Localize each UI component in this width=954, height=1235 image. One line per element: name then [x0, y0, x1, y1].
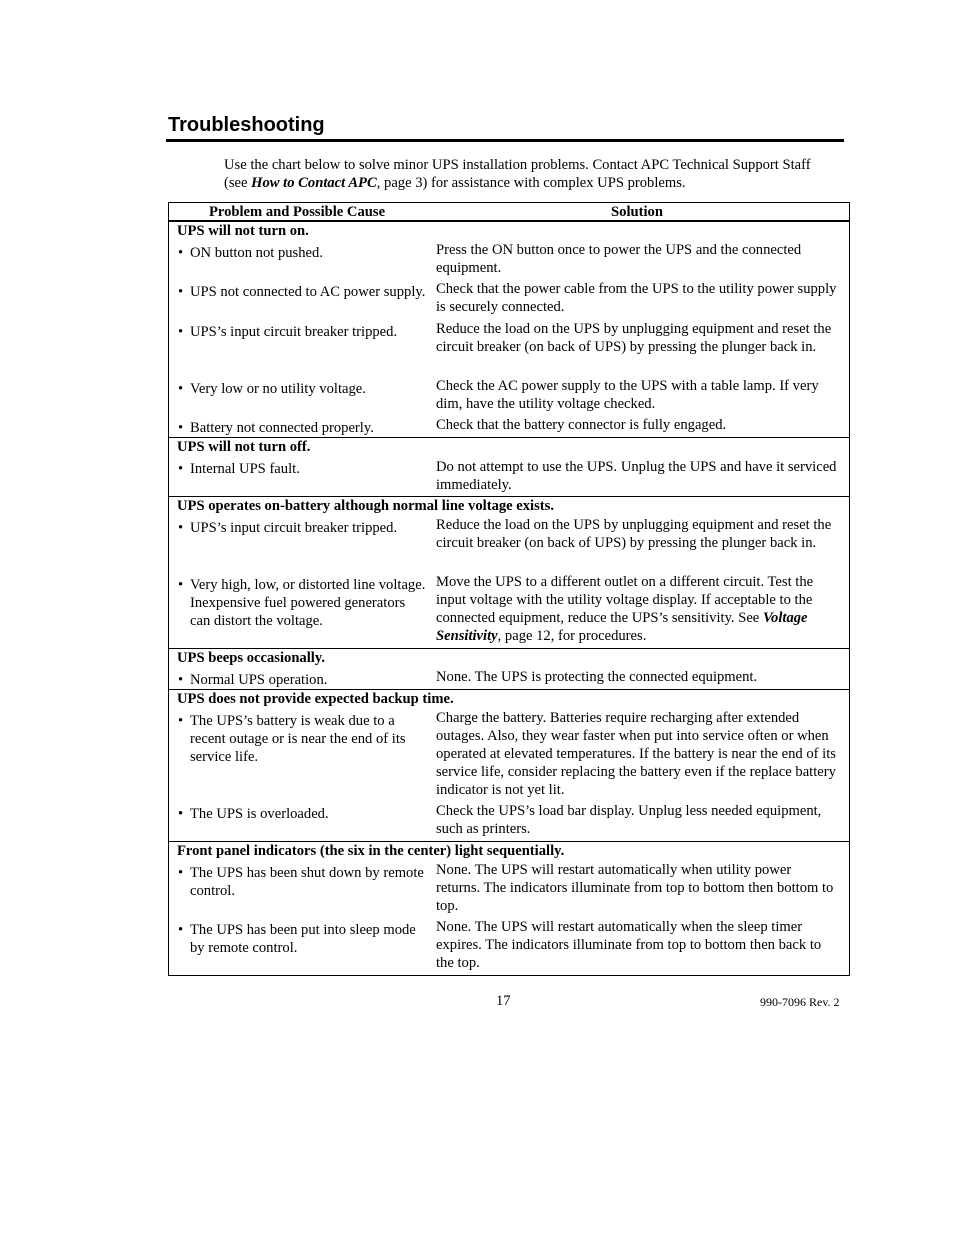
cause-cell [169, 918, 427, 974]
solution-cell: Do not attempt to use the UPS. Unplug the UPS and have it serviced immediately. [436, 459, 837, 493]
cause-text: UPS’s input circuit breaker tripped. [190, 324, 398, 340]
bullet-icon: • [178, 806, 184, 822]
table-row [169, 457, 849, 495]
intro-reference: How to Contact APC [251, 175, 377, 191]
section-title: UPS will not turn on. [177, 223, 309, 239]
table-row [169, 861, 849, 918]
cause-text: Internal UPS fault. [190, 461, 300, 477]
table-row [169, 241, 849, 280]
bullet-icon: • [178, 245, 184, 261]
cause-cell [169, 802, 427, 840]
page-title: Troubleshooting [168, 114, 325, 136]
cause-cell [169, 241, 427, 280]
table-row [169, 668, 849, 688]
bullet-icon: • [178, 865, 184, 881]
section-title: UPS will not turn off. [177, 439, 311, 455]
cause-text: Battery not connected properly. [190, 420, 374, 436]
solution-cell: None. The UPS will restart automatically when the sleep timer expires. The indicators illuminate from top to bottom then back to the top. [436, 919, 822, 971]
solution-cell: Press the ON button once to power the UPS and the connected equipment. [436, 242, 802, 276]
table-section [169, 496, 849, 648]
table-row [169, 320, 849, 377]
solution-cell: Check that the battery connector is fully engaged. [436, 417, 727, 433]
solution-cell: None. The UPS is protecting the connected equipment. [436, 669, 758, 685]
cause-cell [169, 457, 427, 495]
cause-cell [169, 377, 427, 416]
bullet-icon: • [178, 461, 184, 477]
table-row [169, 573, 849, 647]
bullet-icon: • [178, 284, 184, 300]
table-row [169, 516, 849, 573]
table-section [169, 841, 849, 975]
cause-text: The UPS is overloaded. [190, 806, 329, 822]
table-section [169, 221, 849, 437]
solution-cell: Check that the power cable from the UPS to the utility power supply is securely connected. [436, 281, 837, 315]
cause-text: Very low or no utility voltage. [190, 381, 366, 397]
bullet-icon: • [178, 922, 184, 938]
solution-cell: Reduce the load on the UPS by unplugging equipment and reset the circuit breaker (on back of UPS) by pressing the plunger back in. [436, 517, 832, 551]
solution-cell: Check the UPS’s load bar display. Unplug less needed equipment, such as printers. [436, 803, 822, 837]
bullet-icon: • [178, 672, 184, 688]
cause-text: Very high, low, or distorted line voltage. Inexpensive fuel powered generators can distort the voltage. [190, 577, 426, 629]
table-header [169, 203, 849, 221]
table-row [169, 802, 849, 840]
table-section [169, 437, 849, 496]
bullet-icon: • [178, 324, 184, 340]
table-row [169, 280, 849, 320]
solution-text-end: , page 12, for procedures. [497, 628, 647, 644]
section-title: UPS does not provide expected backup time. [177, 691, 454, 707]
table-section [169, 689, 849, 841]
header-solution: Solution [611, 204, 663, 220]
solution-cell: Check the AC power supply to the UPS with a table lamp. If very dim, have the utility voltage checked. [436, 378, 819, 412]
solution-reference: Voltage Sensitivity [436, 610, 808, 644]
table-row [169, 416, 849, 436]
bullet-icon: • [178, 381, 184, 397]
cause-cell [169, 516, 427, 573]
cause-cell [169, 861, 427, 918]
section-title: UPS operates on-battery although normal line voltage exists. [177, 498, 554, 514]
table-row [169, 709, 849, 802]
cause-text: UPS’s input circuit breaker tripped. [190, 520, 398, 536]
cause-text: The UPS has been shut down by remote control. [190, 865, 424, 899]
intro-text-2: , page 3) for assistance with complex UPS problems. [376, 175, 686, 191]
section-title: UPS beeps occasionally. [177, 650, 325, 666]
cause-cell [169, 416, 427, 436]
title-rule [166, 139, 844, 142]
intro-text-1: Use the chart below to solve minor UPS installation problems. Contact APC Technical Support Staff (see [224, 157, 811, 191]
cause-text: The UPS has been put into sleep mode by remote control. [190, 922, 416, 956]
header-cause: Problem and Possible Cause [208, 204, 386, 220]
cause-cell [169, 573, 427, 647]
cause-text: Normal UPS operation. [190, 672, 328, 688]
cause-text: ON button not pushed. [190, 245, 323, 261]
table-row [169, 918, 849, 974]
cause-cell [169, 320, 427, 377]
cause-text: The UPS’s battery is weak due to a recent outage or is near the end of its service life. [190, 713, 406, 765]
solution-cell: None. The UPS will restart automatically when utility power returns. The indicators illuminate from top to bottom then bottom to top. [436, 862, 834, 914]
cause-cell [169, 709, 427, 802]
cause-text: UPS not connected to AC power supply. [190, 284, 426, 300]
intro-paragraph [224, 156, 834, 192]
document-revision: 990-7096 Rev. 2 [760, 995, 840, 1009]
troubleshooting-table [168, 202, 850, 976]
solution-cell: Charge the battery. Batteries require recharging after extended outages. Also, they wear faster when put into service often or when operated at elevated temperatures. If the battery is near the end of its service life, consider replacing the battery even if the replace battery indicator is not yet lit. [436, 710, 836, 798]
solution-cell [427, 573, 837, 647]
solution-text: Move the UPS to a different outlet on a different circuit. Test the input voltage with the utility voltage display. If acceptable to the connected equipment, reduce the UPS’s sensitivity. See [436, 574, 814, 626]
bullet-icon: • [178, 420, 184, 436]
cause-cell [169, 280, 427, 320]
bullet-icon: • [178, 520, 184, 536]
bullet-icon: • [178, 577, 184, 593]
section-title: Front panel indicators (the six in the center) light sequentially. [177, 843, 565, 859]
table-row [169, 377, 849, 416]
cause-cell [169, 668, 427, 688]
bullet-icon: • [178, 713, 184, 729]
table-section [169, 648, 849, 689]
solution-cell: Reduce the load on the UPS by unplugging equipment and reset the circuit breaker (on back of UPS) by pressing the plunger back in. [436, 321, 832, 355]
page-number: 17 [496, 993, 511, 1009]
